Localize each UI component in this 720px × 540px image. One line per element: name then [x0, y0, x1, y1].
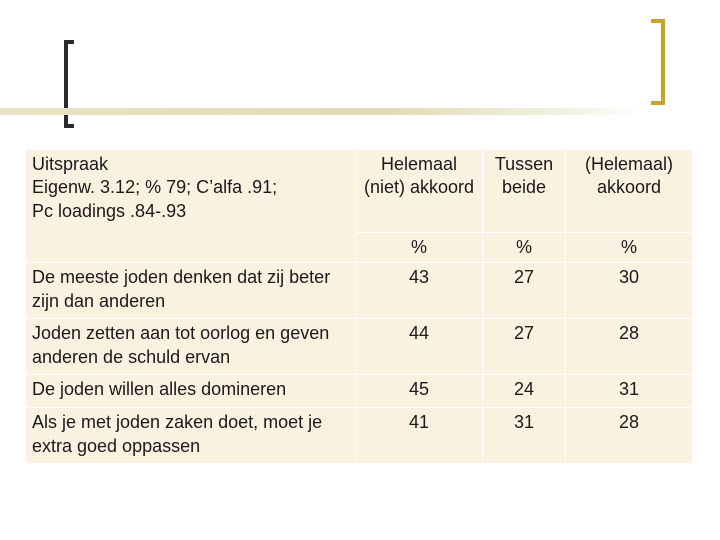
- table-row: [26, 319, 693, 375]
- value-cell-agree: 30: [566, 263, 693, 319]
- value-cell-disagree: 44: [356, 319, 483, 375]
- statement-cell: Joden zetten aan tot oorlog en geven anderen de schuld ervan: [26, 319, 356, 375]
- column-header-disagree: Helemaal (niet) akkoord: [356, 150, 483, 233]
- unit-cell-disagree: %: [356, 233, 483, 263]
- statement-header-cell: [26, 150, 356, 263]
- statement-cell: Als je met joden zaken doet, moet je extra goed oppassen: [26, 408, 356, 464]
- right-bracket-decoration: [651, 19, 665, 105]
- value-cell-disagree: 41: [356, 408, 483, 464]
- unit-cell-agree: %: [566, 233, 693, 263]
- table-row: [26, 375, 693, 408]
- value-cell-neutral: 31: [483, 408, 566, 464]
- statement-header-stats: Eigenw. 3.12; % 79; C’alfa .91;: [32, 177, 278, 198]
- unit-cell-neutral: %: [483, 233, 566, 263]
- value-cell-agree: 28: [566, 408, 693, 464]
- opinion-table: [25, 149, 693, 464]
- column-header-agree: (Helemaal) akkoord: [566, 150, 693, 233]
- table-header-row: [26, 150, 693, 233]
- statement-cell: De meeste joden denken dat zij beter zijn dan anderen: [26, 263, 356, 319]
- value-cell-agree: 28: [566, 319, 693, 375]
- statement-header-title: Uitspraak: [32, 154, 109, 174]
- value-cell-disagree: 45: [356, 375, 483, 408]
- statement-header-loadings: Pc loadings .84-.93: [32, 200, 187, 221]
- accent-line: [0, 108, 640, 115]
- column-header-neutral: Tussen beide: [483, 150, 566, 233]
- value-cell-neutral: 27: [483, 319, 566, 375]
- value-cell-neutral: 27: [483, 263, 566, 319]
- value-cell-agree: 31: [566, 375, 693, 408]
- table-row: [26, 408, 693, 464]
- statement-cell: De joden willen alles domineren: [26, 375, 356, 408]
- value-cell-disagree: 43: [356, 263, 483, 319]
- value-cell-neutral: 24: [483, 375, 566, 408]
- table-row: [26, 263, 693, 319]
